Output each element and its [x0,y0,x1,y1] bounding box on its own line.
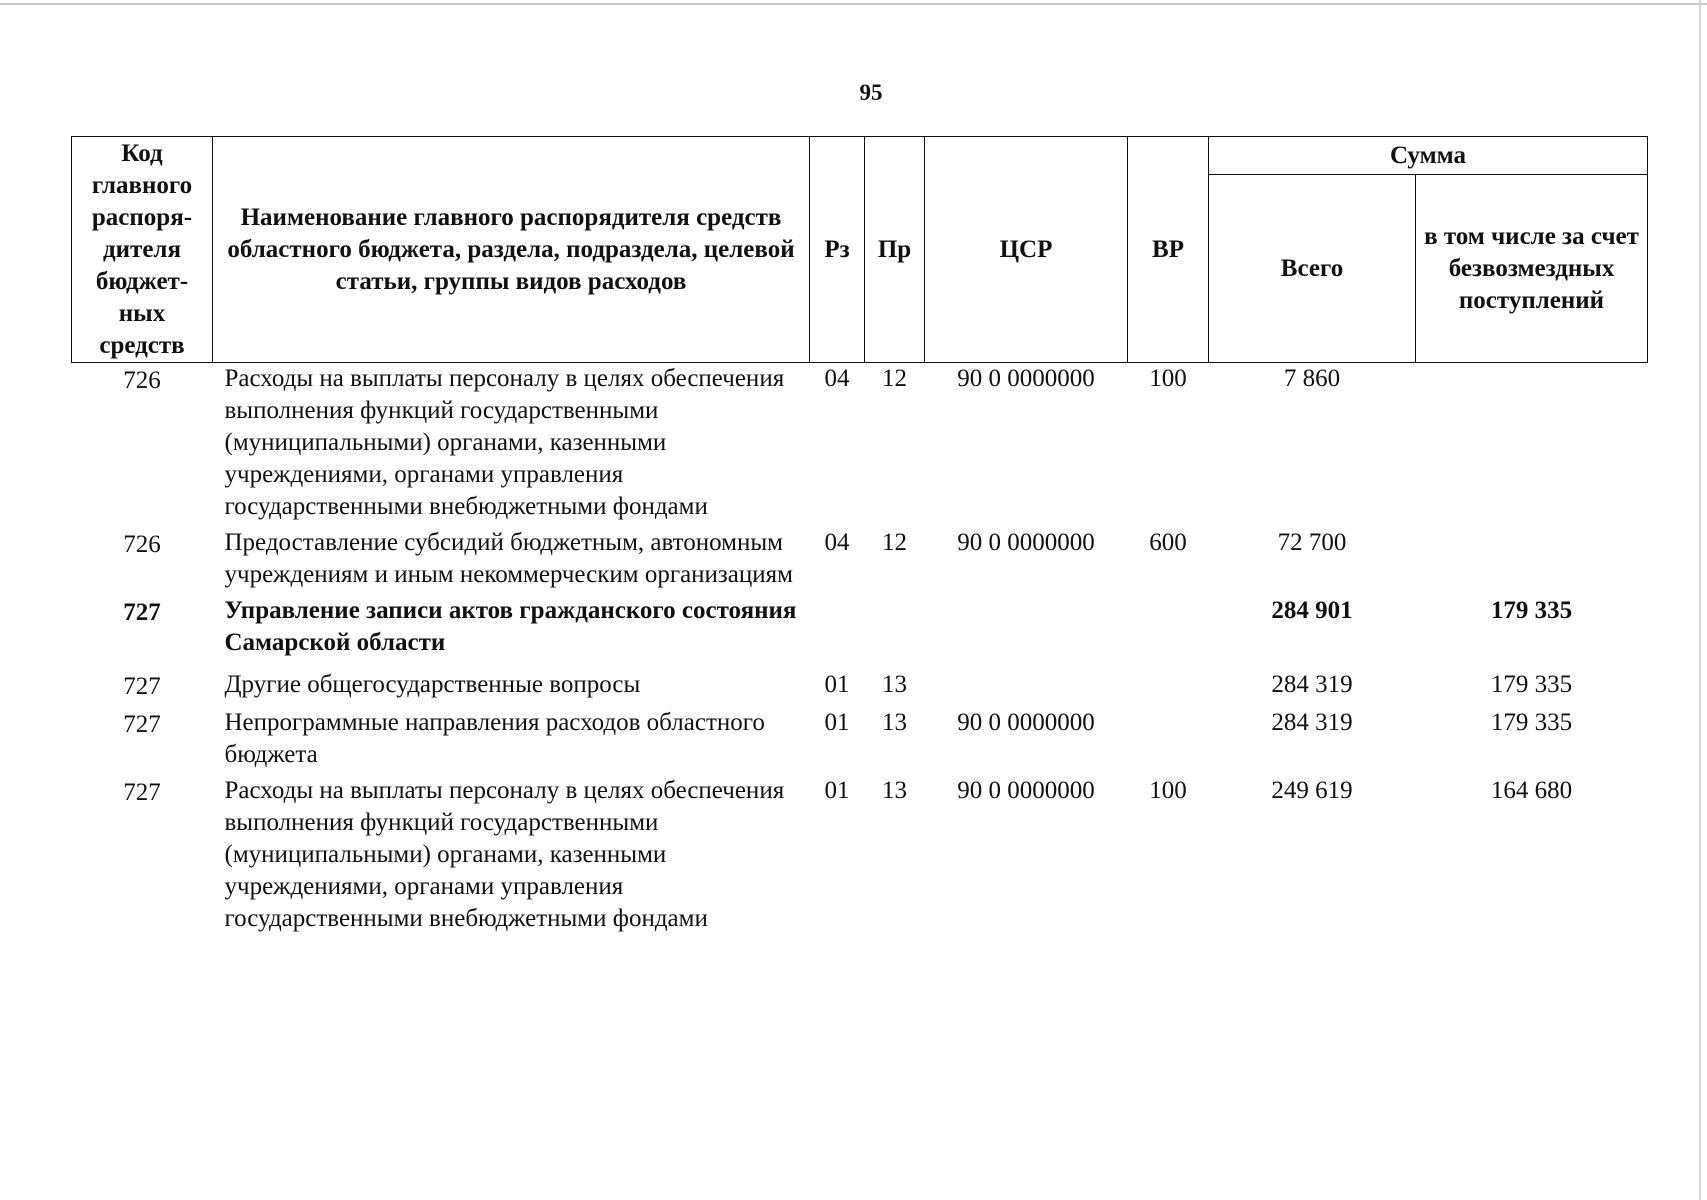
header-code: Код главного распоря-дителя бюджет-ных средств [72,137,213,363]
cell-free: 179 335 [1490,597,1573,624]
cell-name: Непрограммные направления расходов областного бюджета [224,709,765,768]
table-row [72,775,1648,935]
cell-rz: 04 [824,529,850,556]
header-rz: Рз [810,137,865,363]
cell-total: 7 860 [1283,365,1341,392]
table-body [72,363,1648,936]
scan-edge-right [1699,0,1701,1200]
cell-rz: 01 [824,671,850,698]
header-pr: Пр [865,137,925,363]
scan-edge-top [0,3,1707,5]
cell-free: 179 335 [1490,671,1573,698]
cell-total: 72 700 [1277,529,1347,556]
cell-total: 284 319 [1271,671,1353,698]
cell-pr: 13 [882,709,907,736]
cell-code: 726 [123,367,161,394]
header-vr: ВР [1128,137,1209,363]
table-row [72,707,1648,775]
cell-total: 284 901 [1271,597,1353,624]
cell-code: 727 [123,673,161,700]
cell-pr: 13 [882,671,907,698]
cell-pr [865,595,925,669]
cell-total: 249 619 [1271,777,1353,804]
cell-vr: 100 [1149,777,1187,804]
budget-table [71,136,1648,935]
cell-free [1416,363,1648,528]
cell-vr: 600 [1149,529,1187,556]
header-name: Наименование главного распорядителя средств областного бюджета, раздела, подраздела, целевой статьи, группы видов расходов [213,137,810,363]
header-total: Всего [1209,175,1416,363]
cell-vr [1128,707,1209,775]
cell-name: Расходы на выплаты персоналу в целях обеспечения выполнения функций государственными (муниципальными) органами, казенными учреждениями, органами управления государственными внебюджетными фондами [224,777,785,932]
cell-free: 164 680 [1490,777,1573,804]
cell-pr: 13 [882,777,907,804]
cell-csr: 90 0 0000000 [957,777,1095,804]
cell-name: Расходы на выплаты персоналу в целях обеспечения выполнения функций государственными (муниципальными) органами, казенными учреждениями, органами управления государственными внебюджетными фондами [224,365,785,520]
cell-rz: 01 [824,709,850,736]
cell-csr: 90 0 0000000 [957,529,1095,556]
cell-vr [1128,669,1209,707]
cell-free: 179 335 [1490,709,1573,736]
cell-vr: 100 [1149,365,1187,392]
header-csr: ЦСР [925,137,1128,363]
cell-code: 727 [123,599,161,626]
cell-csr: 90 0 0000000 [957,709,1095,736]
table-row [72,595,1648,669]
cell-name: Другие общегосударственные вопросы [224,671,641,698]
cell-rz: 04 [824,365,850,392]
cell-code: 727 [123,779,161,806]
cell-vr [1128,595,1209,669]
table-row [72,669,1648,707]
page-number: 95 [859,80,883,105]
cell-name: Предоставление субсидий бюджетным, автономным учреждениям и иным некоммерческим организациям [224,529,793,588]
cell-csr: 90 0 0000000 [957,365,1095,392]
table-row [72,363,1648,528]
table-header [72,137,1648,363]
cell-total: 284 319 [1271,709,1353,736]
cell-rz: 01 [824,777,850,804]
cell-code: 726 [123,531,161,558]
cell-free [1416,527,1648,595]
table-row [72,527,1648,595]
cell-pr: 12 [882,529,907,556]
cell-code: 727 [123,711,161,738]
header-sum: Сумма [1209,137,1648,175]
cell-rz [810,595,865,669]
cell-csr [925,595,1128,669]
cell-name: Управление записи актов гражданского состояния Самарской области [224,597,797,656]
cell-csr [925,669,1128,707]
header-free: в том числе за счет безвозмездных поступлений [1416,175,1648,363]
cell-pr: 12 [882,365,907,392]
